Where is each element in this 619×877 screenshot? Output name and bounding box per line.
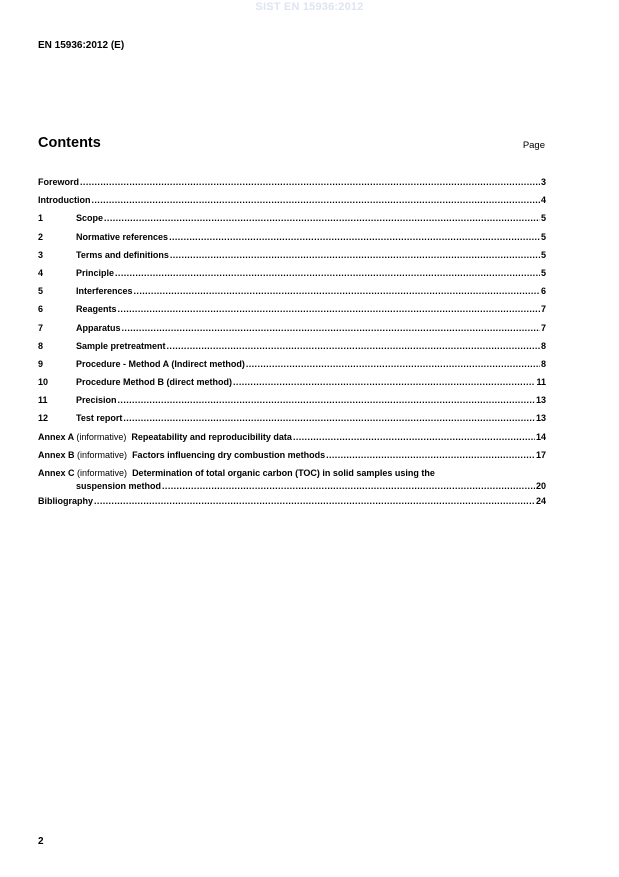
- toc-entry-principle[interactable]: [38, 264, 546, 282]
- toc-number: 5: [38, 286, 44, 297]
- toc-entry-scope[interactable]: [38, 209, 546, 227]
- toc-number: 10: [38, 377, 49, 388]
- annex-type: (informative): [76, 431, 127, 442]
- toc-leader: [293, 428, 535, 446]
- toc-title: Foreword: [38, 177, 80, 187]
- toc-title: Sample pretreatment: [76, 340, 166, 351]
- document-id: EN 15936:2012 (E): [38, 40, 125, 51]
- toc-leader: [123, 409, 535, 427]
- toc-page: 3: [540, 177, 546, 187]
- toc-page: 4: [540, 195, 546, 206]
- toc-page: 20: [535, 480, 546, 491]
- toc-page: 13: [535, 395, 546, 406]
- toc-entry-reagents[interactable]: [38, 300, 546, 318]
- toc-title: Precision: [76, 395, 117, 406]
- toc-title: Apparatus: [76, 322, 121, 333]
- toc-number: 12: [38, 413, 49, 424]
- toc-entry-normative-references[interactable]: [38, 228, 546, 246]
- toc-entry-interferences[interactable]: [38, 282, 546, 300]
- toc-leader: [233, 373, 535, 391]
- toc-page: 8: [540, 358, 546, 369]
- toc-page: 8: [540, 340, 546, 351]
- annex-label: Annex A (informative): [38, 431, 127, 442]
- table-of-contents: [38, 173, 546, 510]
- toc-entry-test-report[interactable]: [38, 409, 546, 427]
- toc-leader: [122, 319, 540, 337]
- annex-type: (informative): [77, 449, 128, 460]
- toc-entry-annex-b[interactable]: [38, 446, 546, 464]
- annex-label: Annex C (informative): [38, 468, 128, 478]
- toc-title-line1: Determination of total organic carbon (TOC) in solid samples using the: [132, 468, 435, 478]
- toc-title: Principle: [76, 267, 115, 278]
- page-number: 2: [38, 836, 44, 847]
- contents-title: Contents: [38, 135, 101, 151]
- toc-number: 1: [38, 213, 44, 224]
- toc-leader: [246, 355, 540, 373]
- toc-entry-apparatus[interactable]: [38, 319, 546, 337]
- toc-page: 24: [535, 496, 546, 506]
- watermark: SIST EN 15936:2012: [255, 1, 364, 13]
- toc-entry-bibliography[interactable]: [38, 492, 546, 510]
- toc-entry-terms-and-definitions[interactable]: [38, 246, 546, 264]
- toc-leader: [134, 282, 540, 300]
- toc-title: Normative references: [76, 231, 169, 242]
- toc-title: Procedure Method B (direct method): [76, 377, 233, 388]
- toc-page: 5: [540, 231, 546, 242]
- toc-title: Interferences: [76, 286, 133, 297]
- toc-page: 11: [536, 377, 546, 388]
- toc-title: Reagents: [76, 304, 117, 315]
- toc-entry-annex-a[interactable]: [38, 428, 546, 446]
- toc-leader: [167, 337, 540, 355]
- page-column-label: Page: [522, 140, 545, 151]
- toc-number: 9: [38, 358, 44, 369]
- annex-type: (informative): [77, 468, 128, 478]
- toc-leader: [115, 264, 540, 282]
- toc-leader: [94, 492, 535, 510]
- toc-page: 17: [535, 449, 546, 460]
- toc-page: 6: [540, 286, 546, 297]
- toc-leader: [162, 480, 535, 493]
- toc-leader: [326, 446, 535, 464]
- toc-title: Bibliography: [38, 496, 94, 506]
- toc-page: 5: [540, 249, 546, 260]
- toc-title: Terms and definitions: [76, 249, 169, 260]
- toc-title: Introduction: [38, 195, 91, 206]
- toc-number: 6: [38, 304, 44, 315]
- toc-leader: [92, 191, 540, 209]
- toc-leader: [118, 391, 535, 409]
- toc-entry-procedure-method-a[interactable]: [38, 355, 546, 373]
- toc-entry-introduction[interactable]: [38, 191, 546, 209]
- toc-page: 5: [540, 267, 546, 278]
- toc-leader: [80, 173, 540, 191]
- toc-page: 13: [535, 413, 546, 424]
- toc-number: 7: [38, 322, 44, 333]
- toc-page: 14: [535, 431, 546, 442]
- toc-title: Test report: [76, 413, 123, 424]
- toc-leader: [104, 209, 540, 227]
- toc-number: 4: [38, 267, 44, 278]
- toc-leader: [118, 300, 540, 318]
- toc-entry-foreword[interactable]: [38, 173, 546, 191]
- toc-title: Procedure - Method A (Indirect method): [76, 358, 245, 369]
- annex-label: Annex B (informative): [38, 449, 128, 460]
- toc-entry-procedure-method-b[interactable]: [38, 373, 546, 391]
- toc-number: 8: [38, 340, 44, 351]
- toc-title: Scope: [76, 213, 104, 224]
- toc-title: Repeatability and reproducibility data: [131, 431, 292, 442]
- toc-leader: [169, 228, 540, 246]
- toc-leader: [170, 246, 540, 264]
- toc-number: 2: [38, 231, 44, 242]
- toc-title: Factors influencing dry combustion methods: [132, 449, 326, 460]
- toc-title-line2: suspension method: [76, 480, 162, 491]
- toc-page: 7: [540, 304, 546, 315]
- toc-page: 5: [540, 213, 546, 224]
- toc-entry-sample-pretreatment[interactable]: [38, 337, 546, 355]
- toc-number: 11: [38, 395, 48, 406]
- toc-page: 7: [540, 322, 546, 333]
- toc-entry-precision[interactable]: [38, 391, 546, 409]
- toc-entry-annex-c[interactable]: [38, 464, 546, 492]
- toc-number: 3: [38, 249, 44, 260]
